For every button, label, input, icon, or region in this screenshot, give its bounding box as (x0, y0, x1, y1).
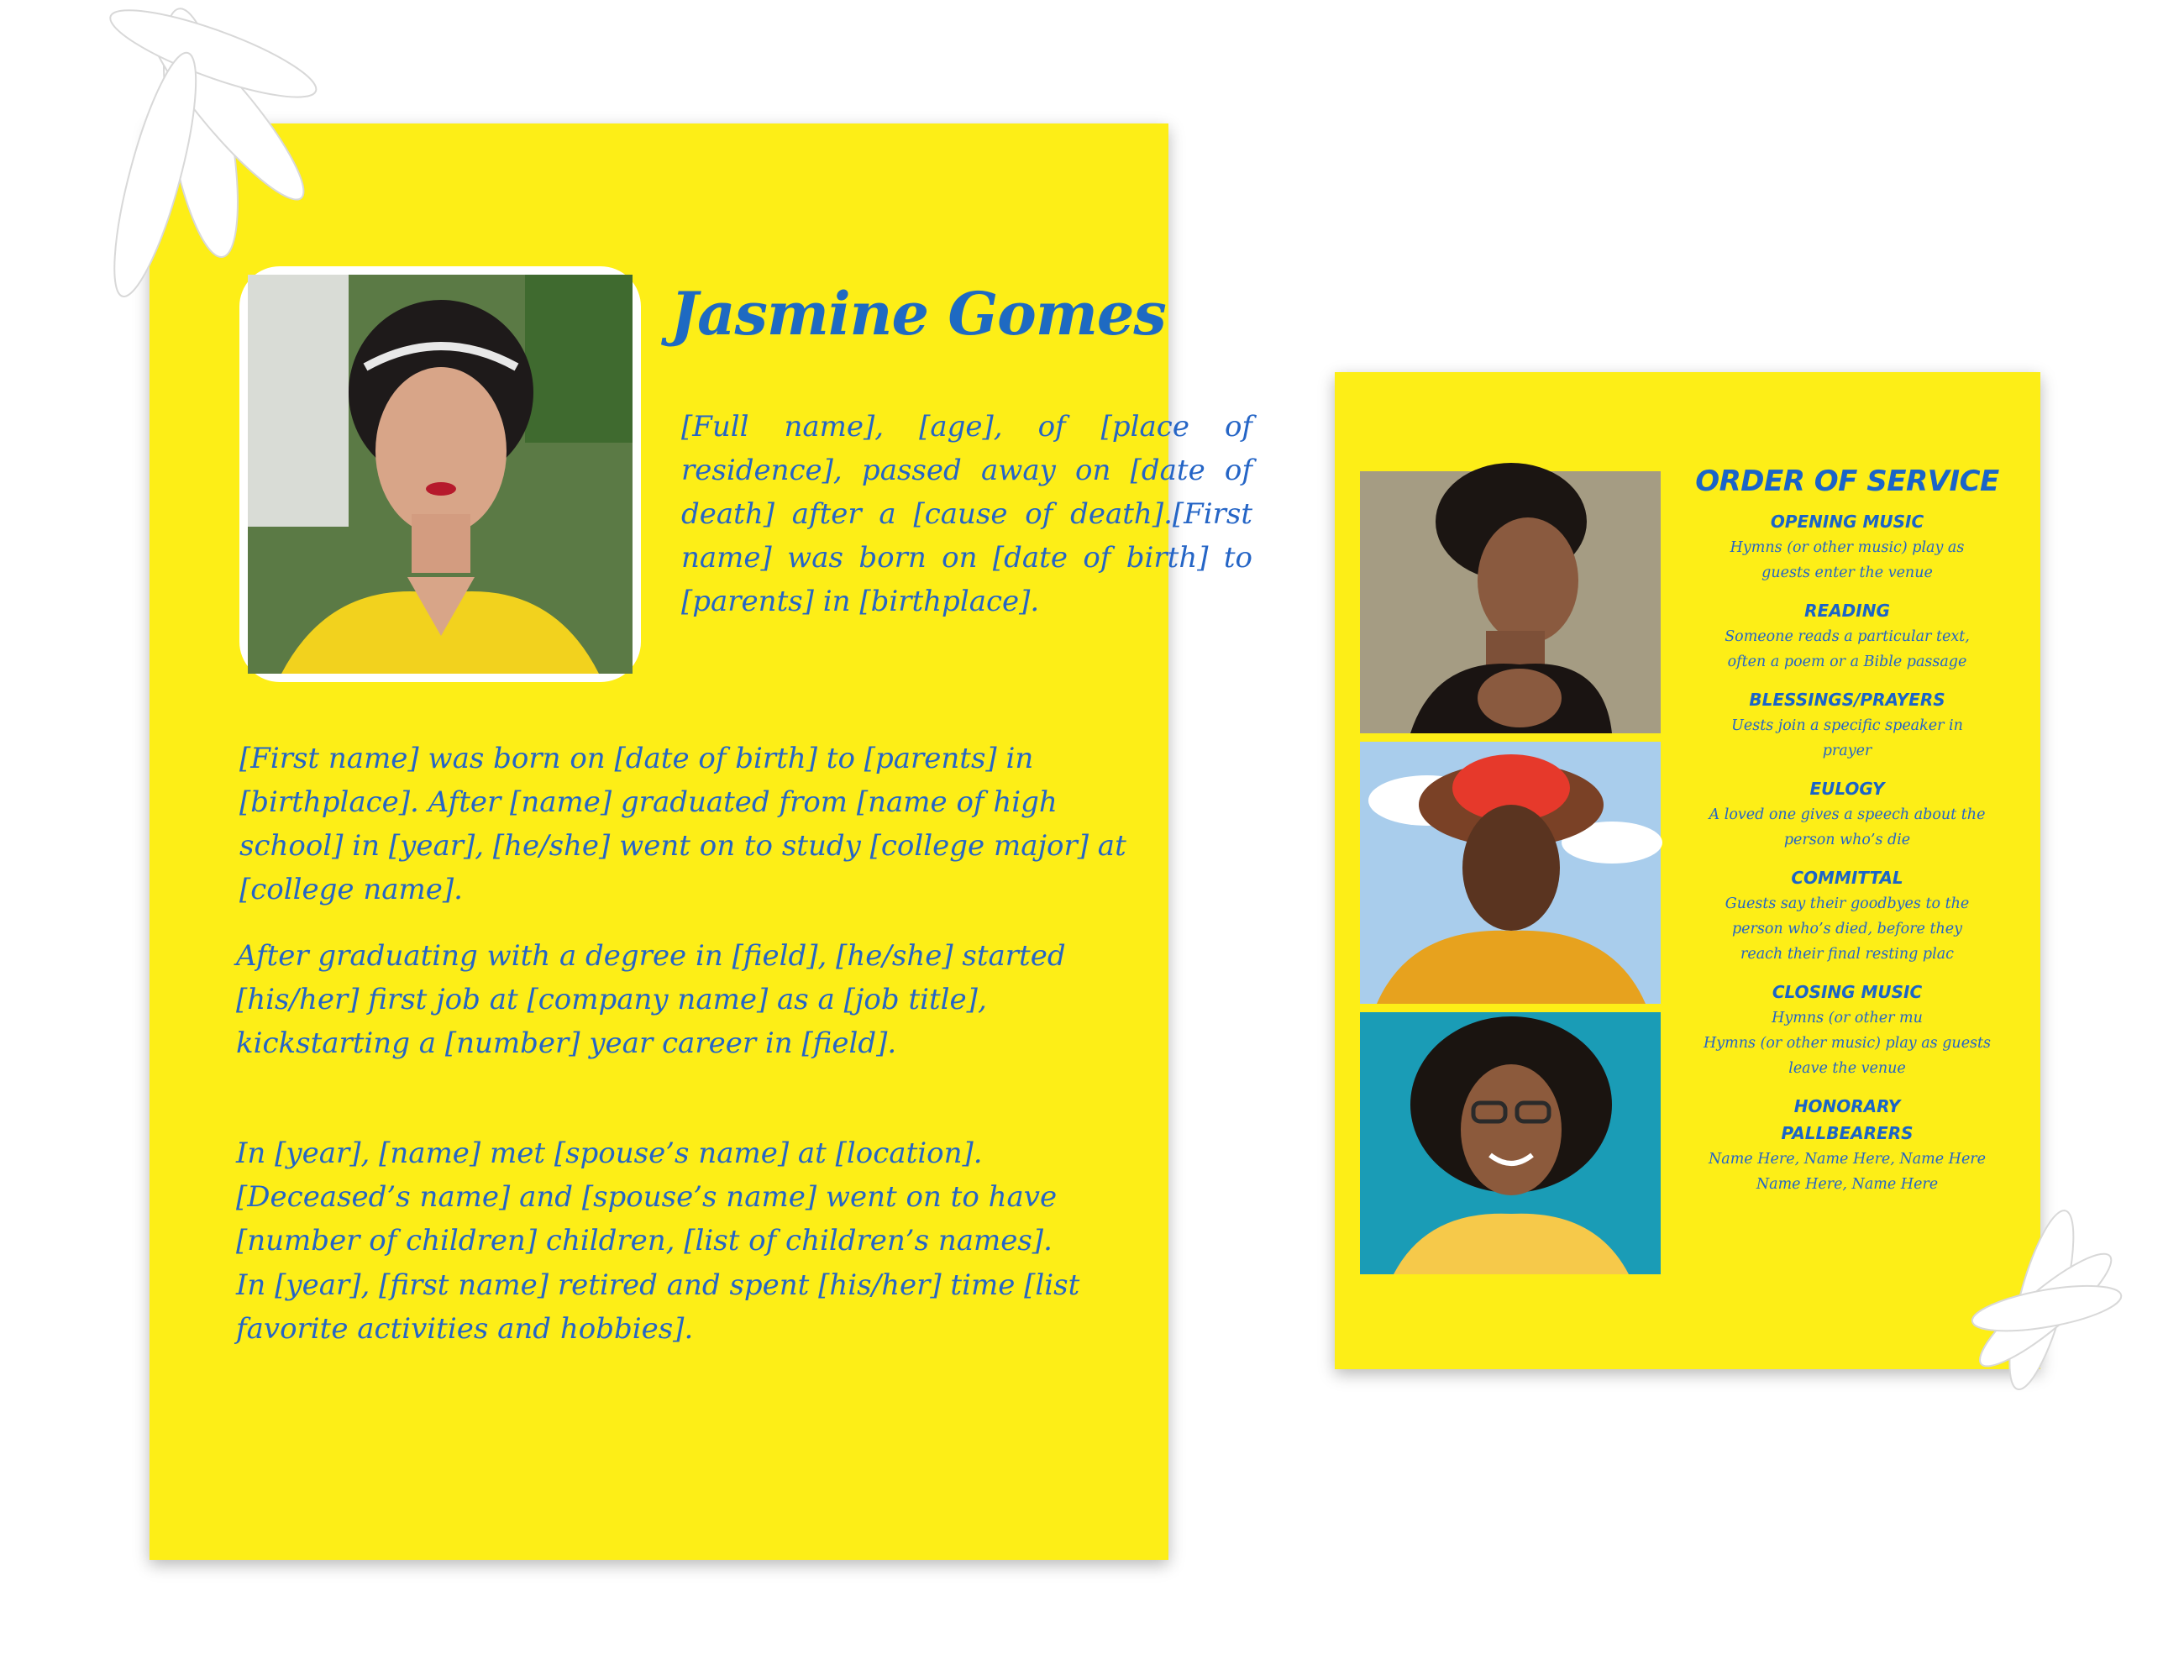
service-item (1675, 597, 2019, 675)
obituary-intro: [Full name], [age], of [place of residence], passed away on [date of death] after a [cause of death].[First name] was born on [date of birth] to [parents] in [birthplace]. (681, 410, 1252, 618)
woman-glasses-photo-icon (1360, 1012, 1661, 1274)
service-item-heading: READING (1804, 601, 1890, 621)
person-photo-1 (1360, 471, 1661, 733)
service-item-heading: CLOSING MUSIC (1772, 982, 1923, 1002)
service-item (1675, 508, 2019, 585)
service-item-description: Name Here, Name Here, Name Here Name Here, Name Here (1708, 1151, 1987, 1193)
service-item-description: Hymns (or other mu Hymns (or other music) play as guests leave the venue (1703, 1010, 1992, 1077)
daisy-corner-bottom-right (1898, 1201, 2040, 1369)
obituary-paragraph-education: [First name] was born on [date of birth] to [parents] in [birthplace]. After [name] graduated from [name of high school] in [year], [he/she] went on to study [college major] at [college name]. (239, 742, 1126, 906)
woman-portrait-icon (248, 275, 633, 674)
service-item-heading: EULOGY (1809, 779, 1885, 799)
portrait-photo (239, 266, 641, 682)
obituary-paragraph-family: In [year], [name] met [spouse’s name] at [location]. [Deceased’s name] and [spouse’s name] went on to have [number of children] children, [list of children’s names]. (236, 1137, 1058, 1257)
deceased-name-title: Jasmine Gomes (670, 279, 1166, 349)
service-item-heading: HONORARY PALLBEARERS (1781, 1096, 1914, 1143)
obituary-paragraph-retirement: In [year], [first name] retired and spent [his/her] time [list favorite activities and hobbies]. (236, 1268, 1080, 1346)
biography-page (150, 123, 1252, 1560)
service-item-description: A loved one gives a speech about the person who’s die (1709, 806, 1986, 848)
service-item-heading: OPENING MUSIC (1770, 512, 1924, 532)
service-item (1675, 864, 2019, 967)
service-item-description: Uests join a specific speaker in prayer (1731, 717, 1963, 759)
service-item (1675, 686, 2019, 764)
order-of-service-page (1335, 372, 2040, 1369)
service-item (1675, 1093, 2019, 1197)
service-item (1675, 979, 2019, 1081)
service-item (1675, 775, 2019, 853)
service-item-description: Someone reads a particular text, often a poem or a Bible passage (1725, 628, 1970, 670)
obituary-paragraph-career: After graduating with a degree in [field], [he/she] started [his/her] first job at [company name] as a [job title], kickstarting a [number] year career in [field]. (236, 939, 1066, 1060)
order-of-service-list (1675, 465, 2019, 1209)
woman-eyes-closed-photo-icon (1360, 471, 1661, 733)
service-item-description: Guests say their goodbyes to the person who’s died, before they reach their final resting plac (1725, 895, 1970, 963)
man-red-hat-photo-icon (1360, 742, 1661, 1004)
order-of-service-title: ORDER OF SERVICE (1695, 465, 1999, 498)
service-item-heading: COMMITTAL (1791, 868, 1903, 888)
person-photo-2 (1360, 742, 1661, 1004)
service-item-heading: BLESSINGS/PRAYERS (1749, 690, 1945, 710)
service-item-description: Hymns (or other music) play as guests enter the venue (1730, 539, 1965, 581)
person-photo-3 (1360, 1012, 1661, 1274)
